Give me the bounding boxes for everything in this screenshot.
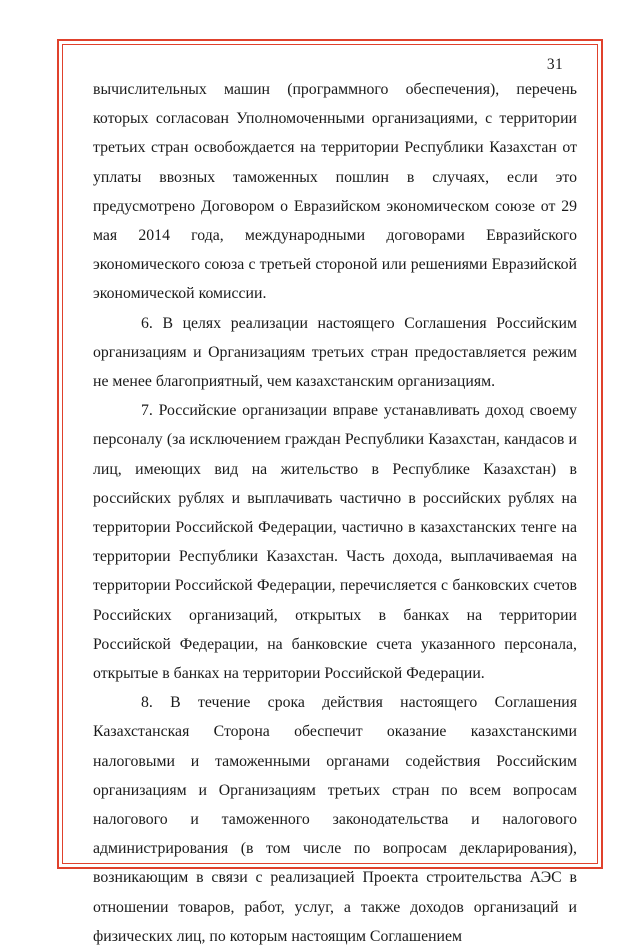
paragraph-7: 7. Российские организации вправе устанавливать доход своему персоналу (за исключением граждан Республики Казахстан, кандасов и лиц, имеющих вид на жительство в Республике Казахстан) в российских рублях и выплачивать частично в российских рублях на территории Российской Федерации, частично в казахстанских тенге на территории Республики Казахстан. Часть дохода, выплачиваемая на территории Российской Федерации, перечисляется с банковских счетов Российских организаций, открытых в банках на территории Российской Федерации, на банковские счета указанного персонала, открытые в банках на территории Российской Федерации. [93,402,577,683]
document-body [93,75,577,951]
page-number: 31 [546,56,563,73]
paragraph-8: 8. В течение срока действия настоящего Соглашения Казахстанская Сторона обеспечит оказание казахстанскими налоговыми и таможенными органами содействия Российским организациям и Организациям третьих стран по всем вопросам налогового и таможенного законодательства и налогового администрирования (в том числе по вопросам декларирования), возникающим в связи с реализацией Проекта строительства АЭС в отношении товаров, работ, услуг, а также доходов организаций и физических лиц, по которым настоящим Соглашением [93,694,577,945]
paragraph-continuation: вычислительных машин (программного обеспечения), перечень которых согласован Уполномоченными организациями, с территории третьих стран освобождается на территории Республики Казахстан от уплаты ввозных таможенных пошлин в случаях, если это предусмотрено Договором о Евразийском экономическом союзе от 29 мая 2014 года, международными договорами Евразийского экономического союза с третьей стороной или решениями Евразийской экономической комиссии. [93,81,577,303]
paragraph-6: 6. В целях реализации настоящего Соглашения Российским организациям и Организациям третьих стран предоставляется режим не менее благоприятный, чем казахстанским организациям. [93,314,577,391]
